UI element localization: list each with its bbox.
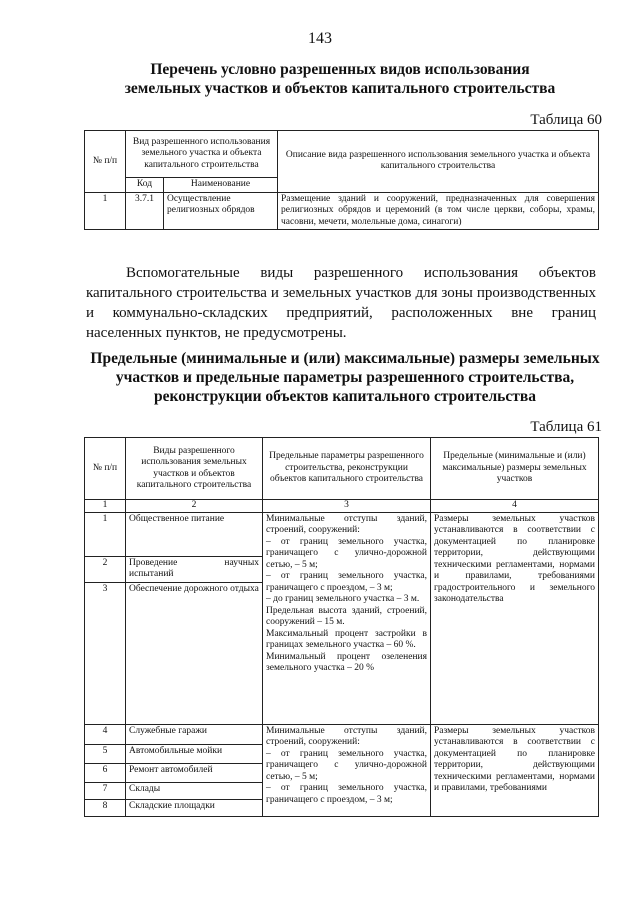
- table-row: [85, 724, 599, 744]
- section1-title-line1: Перечень условно разрешенных видов использования: [150, 61, 530, 78]
- params-line: Максимальный процент застройки в границах земельного участка – 60 %.: [266, 628, 427, 650]
- table61-row-type: Автомобильные мойки: [126, 744, 263, 763]
- params-line: Предельная высота зданий, строений, сооружений – 15 м.: [266, 605, 427, 627]
- table60-header-name: Наименование: [164, 178, 278, 193]
- params-line: – от границ земельного участка, граничащего с проездом, – 3 м;: [266, 571, 427, 593]
- params-line: Минимальные отступы зданий, строений, сооружений:: [266, 725, 427, 747]
- table61-row-type: Общественное питание: [126, 512, 263, 556]
- table61-row-type: Служебные гаражи: [126, 724, 263, 744]
- table61-row-num: 1: [85, 512, 126, 556]
- table60-cell-description: Размещение зданий и сооружений, предназначенных для совершения религиозных обрядов и церемоний (в том числе церкви, соборы, храмы, часовни, мечети, молельные дома, синагоги): [278, 192, 599, 230]
- table61-row-type: Проведение научных испытаний: [126, 556, 263, 582]
- table-row: [85, 512, 599, 556]
- table60-header-type-group: Вид разрешенного использования земельного участка и объекта капитального строительства: [126, 131, 278, 178]
- table61-colnum-2: 2: [126, 500, 263, 513]
- table60-header-num: № п/п: [85, 131, 126, 193]
- table61-row-num: 7: [85, 782, 126, 799]
- params-line: Минимальные отступы зданий, строений, сооружений:: [266, 513, 427, 535]
- table60-caption: Таблица 60: [530, 112, 602, 128]
- table61-row-num: 4: [85, 724, 126, 744]
- table61-group2-sizes: Размеры земельных участков устанавливаются в соответствии с документацией по планировке территории, действующими техническими регламентами, нормами и правилами, требованиями: [431, 724, 599, 816]
- auxiliary-uses-text: Вспомогательные виды разрешенного использования объектов капитального строительства и земельных участков для зоны производственных и коммунально-складских предприятий, расположенных вне границ населенных пунктов, не предусмотрены.: [86, 265, 596, 341]
- section1-title: [70, 60, 610, 98]
- table61-row-num: 6: [85, 763, 126, 782]
- table61-group1-sizes: Размеры земельных участков устанавливаются в соответствии с документацией по планировке территории, действующими техническими регламентами, нормами и правилами, требованиями градостроительного и земельного законодательства: [431, 512, 599, 724]
- auxiliary-uses-paragraph: [86, 263, 596, 343]
- table61-header-params: Предельные параметры разрешенного строительства, реконструкции объектов капитального строительства: [263, 438, 431, 500]
- table61-row-type: Складские площадки: [126, 799, 263, 816]
- params-line: – от границ земельного участка, граничащего с проездом, – 3 м;: [266, 783, 427, 805]
- table61-row-num: 2: [85, 556, 126, 582]
- table61-header-num: № п/п: [85, 438, 126, 500]
- section2-title-line2: участков и предельные параметры разрешенного строительства,: [115, 369, 575, 386]
- table60-cell-name: Осуществление религиозных обрядов: [164, 192, 278, 230]
- table61-header-types: Виды разрешенного использования земельных участков и объектов капитального строительства: [126, 438, 263, 500]
- section1-title-line2: земельных участков и объектов капитального строительства: [124, 80, 556, 97]
- params-line: – от границ земельного участка, граничащего с улично-дорожной сетью, – 5 м;: [266, 536, 427, 570]
- section2-title-line3: реконструкции объектов капитального строительства: [154, 388, 536, 405]
- section2-title-line1: Предельные (минимальные и (или) максимальные) размеры земельных: [90, 350, 600, 367]
- table61-row-num: 3: [85, 582, 126, 724]
- table60: [84, 130, 599, 230]
- table61-caption: Таблица 61: [530, 419, 602, 435]
- page-number: 143: [308, 30, 332, 47]
- table61-row-type: Обеспечение дорожного отдыха: [126, 582, 263, 724]
- table61-row-num: 5: [85, 744, 126, 763]
- table60-cell-code: 3.7.1: [126, 192, 164, 230]
- params-line: – до границ земельного участка – 3 м.: [266, 594, 420, 604]
- table61-colnum-3: 3: [263, 500, 431, 513]
- params-line: – от границ земельного участка, граничащего с улично-дорожной сетью, – 5 м;: [266, 748, 427, 782]
- section2-title: [80, 349, 610, 406]
- table61-row-type: Ремонт автомобилей: [126, 763, 263, 782]
- table61-colnum-4: 4: [431, 500, 599, 513]
- table60-header-description: Описание вида разрешенного использования земельного участка и объекта капитального строительства: [278, 131, 599, 193]
- table61-group1-params: [263, 512, 431, 724]
- params-line: Минимальный процент озеленения земельного участка – 20 %: [266, 651, 427, 673]
- table61: [84, 437, 599, 817]
- table60-header-code: Код: [126, 178, 164, 193]
- table-row: [85, 192, 599, 230]
- table61-header-sizes: Предельные (минимальные и (или) максимальные) размеры земельных участков: [431, 438, 599, 500]
- table61-colnum-1: 1: [85, 500, 126, 513]
- table60-cell-num: 1: [85, 192, 126, 230]
- table61-group2-params: [263, 724, 431, 816]
- table61-row-num: 8: [85, 799, 126, 816]
- table61-row-type: Склады: [126, 782, 263, 799]
